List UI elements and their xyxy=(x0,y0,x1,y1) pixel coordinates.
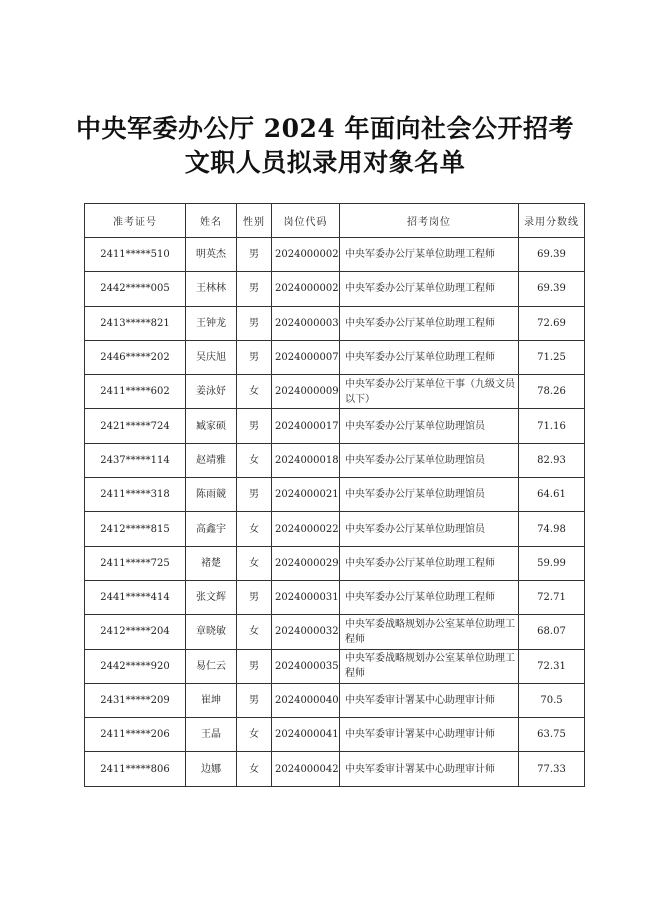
cell-sex: 男 xyxy=(237,340,272,374)
cell-post: 中央军委办公厅某单位干事（九级文员以下） xyxy=(340,375,519,409)
table-row xyxy=(85,340,585,374)
cell-post: 中央军委战略规划办公室某单位助理工程师 xyxy=(340,649,519,683)
table-row xyxy=(85,443,585,477)
cell-sex: 男 xyxy=(237,238,272,272)
cell-post-code: 2024000018 xyxy=(272,443,340,477)
cell-score: 63.75 xyxy=(519,718,585,752)
table-row xyxy=(85,238,585,272)
table-row xyxy=(85,546,585,580)
cell-exam-id: 2412*****815 xyxy=(85,512,186,546)
cell-sex: 男 xyxy=(237,272,272,306)
cell-post-code: 2024000003 xyxy=(272,306,340,340)
cell-sex: 男 xyxy=(237,580,272,614)
cell-name: 崔坤 xyxy=(186,683,237,717)
document-title-line-1: 中央军委办公厅 2024 年面向社会公开招考 xyxy=(76,114,574,143)
cell-name: 章晓敏 xyxy=(186,615,237,649)
cell-exam-id: 2442*****920 xyxy=(85,649,186,683)
cell-post: 中央军委办公厅某单位助理工程师 xyxy=(340,546,519,580)
cell-post: 中央军委办公厅某单位助理工程师 xyxy=(340,272,519,306)
cell-post-code: 2024000002 xyxy=(272,272,340,306)
cell-score: 71.16 xyxy=(519,409,585,443)
cell-post-code: 2024000041 xyxy=(272,718,340,752)
cell-score: 72.71 xyxy=(519,580,585,614)
cell-exam-id: 2411*****806 xyxy=(85,752,186,786)
cell-exam-id: 2437*****114 xyxy=(85,443,186,477)
table-row xyxy=(85,580,585,614)
cell-post-code: 2024000029 xyxy=(272,546,340,580)
cell-name: 王晶 xyxy=(186,718,237,752)
cell-post: 中央军委战略规划办公室某单位助理工程师 xyxy=(340,615,519,649)
cell-post-code: 2024000007 xyxy=(272,340,340,374)
cell-post: 中央军委办公厅某单位助理馆员 xyxy=(340,478,519,512)
cell-post: 中央军委审计署某中心助理审计师 xyxy=(340,718,519,752)
table-row xyxy=(85,409,585,443)
cell-score: 72.31 xyxy=(519,649,585,683)
cell-post: 中央军委办公厅某单位助理馆员 xyxy=(340,409,519,443)
cell-post-code: 2024000042 xyxy=(272,752,340,786)
table-row xyxy=(85,512,585,546)
cell-score: 74.98 xyxy=(519,512,585,546)
cell-name: 王林林 xyxy=(186,272,237,306)
cell-score: 64.61 xyxy=(519,478,585,512)
cell-post: 中央军委办公厅某单位助理工程师 xyxy=(340,306,519,340)
cell-name: 高鑫宇 xyxy=(186,512,237,546)
cell-post-code: 2024000032 xyxy=(272,615,340,649)
cell-exam-id: 2441*****414 xyxy=(85,580,186,614)
table-row xyxy=(85,752,585,786)
table-row xyxy=(85,375,585,409)
cell-post: 中央军委审计署某中心助理审计师 xyxy=(340,683,519,717)
cell-sex: 女 xyxy=(237,718,272,752)
table-row xyxy=(85,718,585,752)
cell-post: 中央军委办公厅某单位助理馆员 xyxy=(340,443,519,477)
cell-name: 陈雨競 xyxy=(186,478,237,512)
cell-name: 易仁云 xyxy=(186,649,237,683)
cell-sex: 男 xyxy=(237,683,272,717)
cell-name: 赵靖雅 xyxy=(186,443,237,477)
cell-name: 张文辉 xyxy=(186,580,237,614)
cell-exam-id: 2412*****204 xyxy=(85,615,186,649)
cell-post-code: 2024000021 xyxy=(272,478,340,512)
header-post: 招考岗位 xyxy=(340,204,519,238)
table-row xyxy=(85,649,585,683)
cell-sex: 女 xyxy=(237,752,272,786)
cell-post: 中央军委办公厅某单位助理工程师 xyxy=(340,340,519,374)
cell-post: 中央军委办公厅某单位助理馆员 xyxy=(340,512,519,546)
table-row xyxy=(85,478,585,512)
cell-post-code: 2024000017 xyxy=(272,409,340,443)
header-name: 姓名 xyxy=(186,204,237,238)
cell-post-code: 2024000022 xyxy=(272,512,340,546)
cell-name: 明英杰 xyxy=(186,238,237,272)
cell-sex: 男 xyxy=(237,306,272,340)
cell-name: 王钟龙 xyxy=(186,306,237,340)
header-post-code: 岗位代码 xyxy=(272,204,340,238)
cell-sex: 女 xyxy=(237,512,272,546)
cell-score: 77.33 xyxy=(519,752,585,786)
cell-score: 69.39 xyxy=(519,238,585,272)
cell-exam-id: 2421*****724 xyxy=(85,409,186,443)
table-row xyxy=(85,306,585,340)
cell-score: 59.99 xyxy=(519,546,585,580)
cell-post-code: 2024000035 xyxy=(272,649,340,683)
cell-post-code: 2024000009 xyxy=(272,375,340,409)
cell-name: 褚楚 xyxy=(186,546,237,580)
cell-exam-id: 2431*****209 xyxy=(85,683,186,717)
table-row xyxy=(85,683,585,717)
table-row xyxy=(85,615,585,649)
cell-score: 68.07 xyxy=(519,615,585,649)
cell-exam-id: 2411*****510 xyxy=(85,238,186,272)
table-header-row xyxy=(85,204,585,238)
cell-score: 69.39 xyxy=(519,272,585,306)
cell-exam-id: 2411*****206 xyxy=(85,718,186,752)
cell-post-code: 2024000040 xyxy=(272,683,340,717)
cell-exam-id: 2442*****005 xyxy=(85,272,186,306)
cell-exam-id: 2413*****821 xyxy=(85,306,186,340)
cell-sex: 男 xyxy=(237,478,272,512)
cell-sex: 男 xyxy=(237,649,272,683)
cell-score: 71.25 xyxy=(519,340,585,374)
cell-name: 吴庆旭 xyxy=(186,340,237,374)
cell-score: 72.69 xyxy=(519,306,585,340)
cell-name: 臧家硕 xyxy=(186,409,237,443)
cell-exam-id: 2446*****202 xyxy=(85,340,186,374)
header-score: 录用分数线 xyxy=(519,204,585,238)
header-exam-id: 准考证号 xyxy=(85,204,186,238)
cell-post: 中央军委办公厅某单位助理工程师 xyxy=(340,580,519,614)
cell-score: 78.26 xyxy=(519,375,585,409)
cell-sex: 女 xyxy=(237,546,272,580)
cell-sex: 女 xyxy=(237,443,272,477)
cell-name: 边娜 xyxy=(186,752,237,786)
cell-sex: 女 xyxy=(237,615,272,649)
cell-exam-id: 2411*****318 xyxy=(85,478,186,512)
candidate-table xyxy=(84,203,585,787)
cell-exam-id: 2411*****725 xyxy=(85,546,186,580)
cell-post-code: 2024000002 xyxy=(272,238,340,272)
cell-score: 82.93 xyxy=(519,443,585,477)
cell-name: 姜泳妤 xyxy=(186,375,237,409)
document-title-line-2: 文职人员拟录用对象名单 xyxy=(184,148,466,177)
cell-post-code: 2024000031 xyxy=(272,580,340,614)
cell-sex: 女 xyxy=(237,375,272,409)
table-body xyxy=(85,238,585,787)
cell-post: 中央军委办公厅某单位助理工程师 xyxy=(340,238,519,272)
cell-post: 中央军委审计署某中心助理审计师 xyxy=(340,752,519,786)
table-row xyxy=(85,272,585,306)
cell-score: 70.5 xyxy=(519,683,585,717)
cell-sex: 男 xyxy=(237,409,272,443)
header-sex: 性别 xyxy=(237,204,272,238)
cell-exam-id: 2411*****602 xyxy=(85,375,186,409)
